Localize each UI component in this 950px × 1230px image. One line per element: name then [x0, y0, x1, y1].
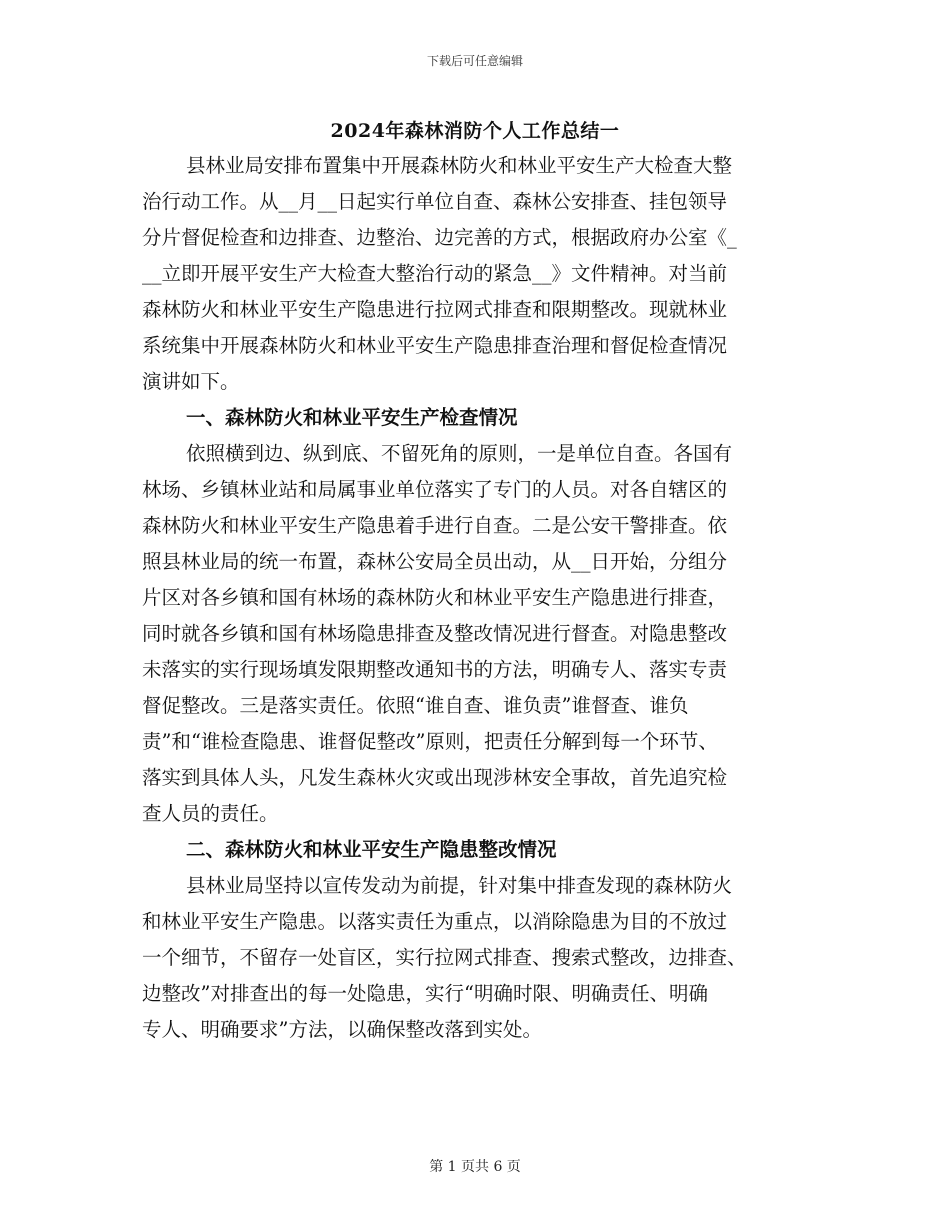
paragraph-line: 片区对各乡镇和国有林场的森林防火和林业平安生产隐患进行排查， [142, 586, 728, 609]
paragraph-line: 未落实的实行现场填发限期整改通知书的方法，明确专人、落实专责 [142, 658, 728, 681]
paragraph-line: 责”和“谁检查隐患、谁督促整改”原则，把责任分解到每一个环节、 [142, 730, 718, 753]
paragraph-line: 依照横到边、纵到底、不留死角的原则，一是单位自查。各国有 [186, 442, 733, 465]
paragraph-line: 系统集中开展森林防火和林业平安生产隐患排查治理和督促检查情况 [142, 334, 728, 357]
paragraph-line: 督促整改。三是落实责任。依照“谁自查、谁负责”谁督查、谁负 [142, 694, 689, 717]
paragraph-line: 演讲如下。 [142, 370, 240, 393]
document-body [142, 148, 810, 1048]
paragraph-line: __立即开展平安生产大检查大整治行动的紧急__》文件精神。对当前 [142, 262, 728, 285]
page-header: 下载后可任意编辑 [426, 54, 523, 68]
paragraph-line: 和林业平安生产隐患。以落实责任为重点，以消除隐患为目的不放过 [142, 910, 728, 933]
section-heading-2: 二、森林防火和林业平安生产隐患整改情况 [186, 838, 557, 861]
paragraph-line: 森林防火和林业平安生产隐患着手进行自查。二是公安干警排查。依 [142, 514, 728, 537]
paragraph-line: 边整改”对排查出的每一处隐患，实行“明确时限、明确责任、明确 [142, 982, 708, 1005]
document-title: 2024年森林消防个人工作总结一 [330, 120, 620, 142]
paragraph-line: 森林防火和林业平安生产隐患进行拉网式排查和限期整改。现就林业 [142, 298, 728, 321]
paragraph-line: 县林业局安排布置集中开展森林防火和林业平安生产大检查大整 [186, 154, 733, 177]
page-footer: 第 1 页共 6 页 [429, 1159, 521, 1175]
paragraph-line: 林场、乡镇林业站和局属事业单位落实了专门的人员。对各自辖区的 [142, 478, 728, 501]
paragraph-line: 专人、明确要求”方法，以确保整改落到实处。 [142, 1018, 542, 1041]
paragraph-line: 落实到具体人头，凡发生森林火灾或出现涉林安全事故，首先追究检 [142, 766, 728, 789]
paragraph-line: 同时就各乡镇和国有林场隐患排查及整改情况进行督查。对隐患整改 [142, 622, 728, 645]
paragraph-line: 治行动工作。从__月__日起实行单位自查、森林公安排查、挂包领导 [142, 190, 728, 213]
section-heading-1: 一、森林防火和林业平安生产检查情况 [186, 406, 518, 429]
paragraph-line: 县林业局坚持以宣传发动为前提，针对集中排查发现的森林防火 [186, 874, 733, 897]
paragraph-line: 分片督促检查和边排查、边整治、边完善的方式，根据政府办公室《_ [142, 226, 737, 249]
paragraph-line: 查人员的责任。 [142, 802, 279, 825]
paragraph-line: 一个细节，不留存一处盲区，实行拉网式排查、搜索式整改，边排查、 [142, 946, 747, 969]
paragraph-line: 照县林业局的统一布置，森林公安局全员出动，从__日开始，分组分 [142, 550, 728, 573]
